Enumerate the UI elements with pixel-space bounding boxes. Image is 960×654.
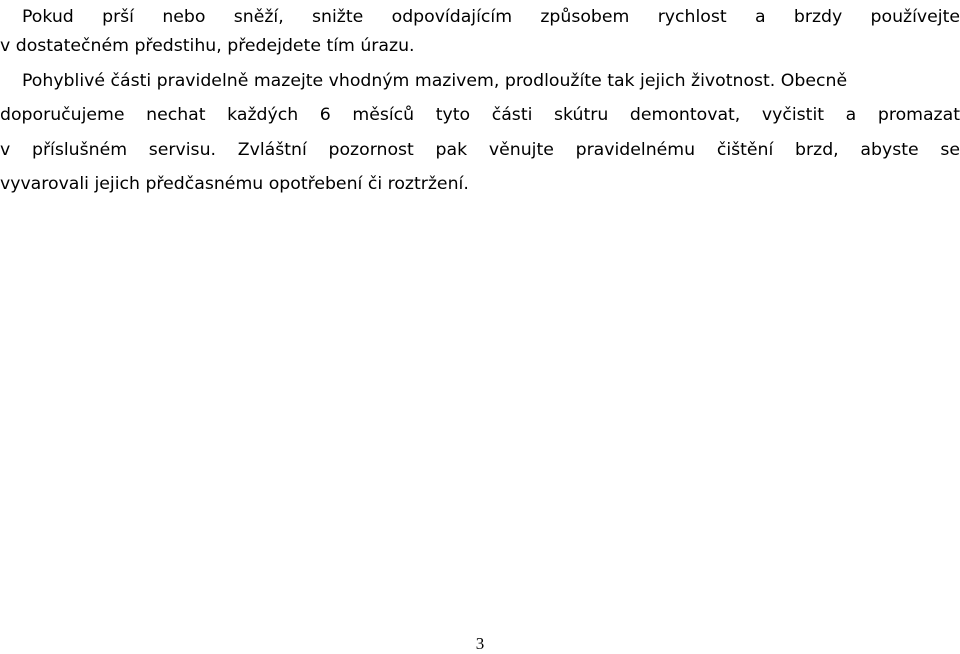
paragraph-2-line-2: doporučujeme nechat každých 6 měsíců tyto části skútru demontovat, vyčistit a promazat <box>0 105 960 125</box>
paragraph-2-line-1: Pohyblivé části pravidelně mazejte vhodným mazivem, prodloužíte tak jejich životnost. Obecně <box>22 71 848 91</box>
paragraph-2-line-4: vyvarovali jejich předčasnému opotřebení či roztržení. <box>0 174 469 194</box>
paragraph-2-line-3: v příslušném servisu. Zvláštní pozornost pak věnujte pravidelnému čištění brzd, abyste se <box>0 140 960 160</box>
paragraph-1-line-1: Pokud prší nebo sněží, snižte odpovídajícím způsobem rychlost a brzdy používejte <box>22 7 960 27</box>
page-number: 3 <box>475 634 485 653</box>
paragraph-1-line-2: v dostatečném předstihu, předejdete tím úrazu. <box>0 36 415 56</box>
